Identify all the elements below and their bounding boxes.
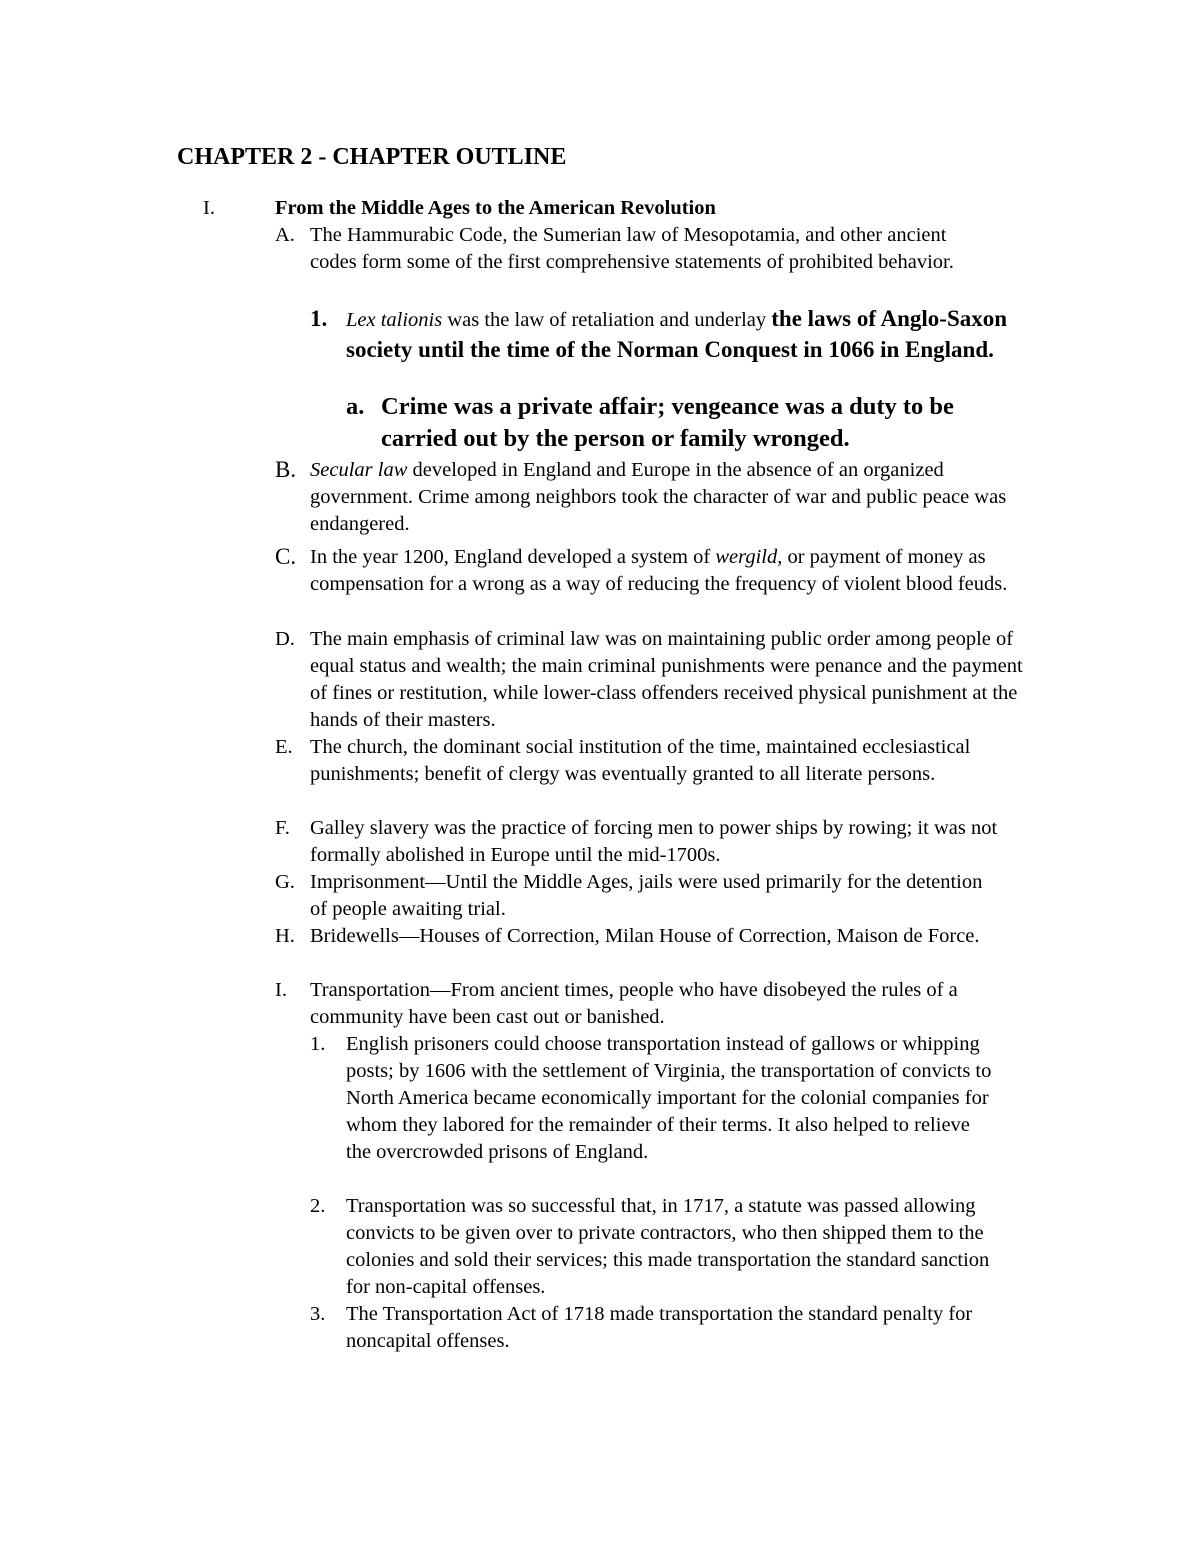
- section-heading: From the Middle Ages to the American Revolution: [275, 197, 716, 219]
- page-title: CHAPTER 2 - CHAPTER OUTLINE: [177, 144, 567, 170]
- item-marker: 1.: [310, 306, 328, 331]
- item-text: Imprisonment—Until the Middle Ages, jails were used primarily for the detention of people awaiting trial.: [310, 871, 983, 920]
- item-text: The church, the dominant social institution of the time, maintained ecclesiastical punishments; benefit of clergy was eventually granted to all literate persons.: [310, 736, 971, 785]
- item-marker: F.: [275, 817, 290, 839]
- item-marker: A.: [275, 224, 295, 246]
- item-text-plain: was the law of retaliation and underlay: [442, 309, 772, 331]
- term-wergild: wergild: [715, 546, 778, 568]
- item-text: Crime was a private affair; vengeance was a duty to be carried out by the person or family wronged.: [381, 393, 954, 452]
- term-lex-talionis: Lex talionis: [346, 309, 443, 331]
- item-text-after: , or payment of money as compensation for a wrong as a way of reducing the frequency of violent blood feuds.: [310, 546, 1008, 595]
- item-marker: I.: [275, 979, 287, 1001]
- item-text-rest: developed in England and Europe in the absence of an organized government. Crime among neighbors took the character of war and public peace was endangered.: [310, 459, 1007, 535]
- item-marker: C.: [275, 544, 297, 569]
- item-marker: D.: [275, 628, 295, 650]
- item-text: [310, 544, 1025, 598]
- item-marker: 3.: [310, 1303, 326, 1325]
- term-secular-law: Secular law: [310, 459, 408, 481]
- item-text: The Hammurabic Code, the Sumerian law of Mesopotamia, and other ancient codes form some of the first comprehensive statements of prohibited behavior.: [310, 224, 954, 273]
- item-marker: 2.: [310, 1195, 326, 1217]
- item-marker: H.: [275, 925, 295, 947]
- item-marker: E.: [275, 736, 293, 758]
- item-text: The main emphasis of criminal law was on maintaining public order among people of equal status and wealth; the main criminal punishments were penance and the payment of fines or restitution, while lower-class offenders received physical punishment at the hands of their masters.: [310, 628, 1023, 731]
- item-marker: G.: [275, 871, 295, 893]
- item-marker: 1.: [310, 1033, 326, 1055]
- item-text: Bridewells—Houses of Correction, Milan House of Correction, Maison de Force.: [310, 925, 980, 947]
- item-text: Galley slavery was the practice of forcing men to power ships by rowing; it was not formally abolished in Europe until the mid-1700s.: [310, 817, 998, 866]
- item-marker: a.: [346, 393, 365, 420]
- item-text: [346, 304, 1031, 365]
- item-text-before: In the year 1200, England developed a system of: [310, 546, 716, 568]
- item-text: English prisoners could choose transportation instead of gallows or whipping posts; by 1606 with the settlement of Virginia, the transportation of convicts to North America became economically important for the colonial companies for whom they labored for the remainder of their terms. It also helped to relieve the overcrowded prisons of England.: [346, 1033, 992, 1163]
- item-marker: B.: [275, 457, 297, 482]
- item-text: The Transportation Act of 1718 made transportation the standard penalty for noncapital offenses.: [346, 1303, 973, 1352]
- section-marker: I.: [203, 197, 215, 219]
- item-text: [310, 457, 1010, 538]
- item-text: Transportation was so successful that, in 1717, a statute was passed allowing convicts to be given over to private contractors, who then shipped them to the colonies and sold their services; this made transportation the standard sanction for non-capital offenses.: [346, 1195, 990, 1298]
- item-text: Transportation—From ancient times, people who have disobeyed the rules of a community have been cast out or banished.: [310, 979, 958, 1028]
- item-text-bold: the laws of Anglo-Saxon society until the time of the Norman Conquest in 1066 in England.: [346, 306, 1008, 362]
